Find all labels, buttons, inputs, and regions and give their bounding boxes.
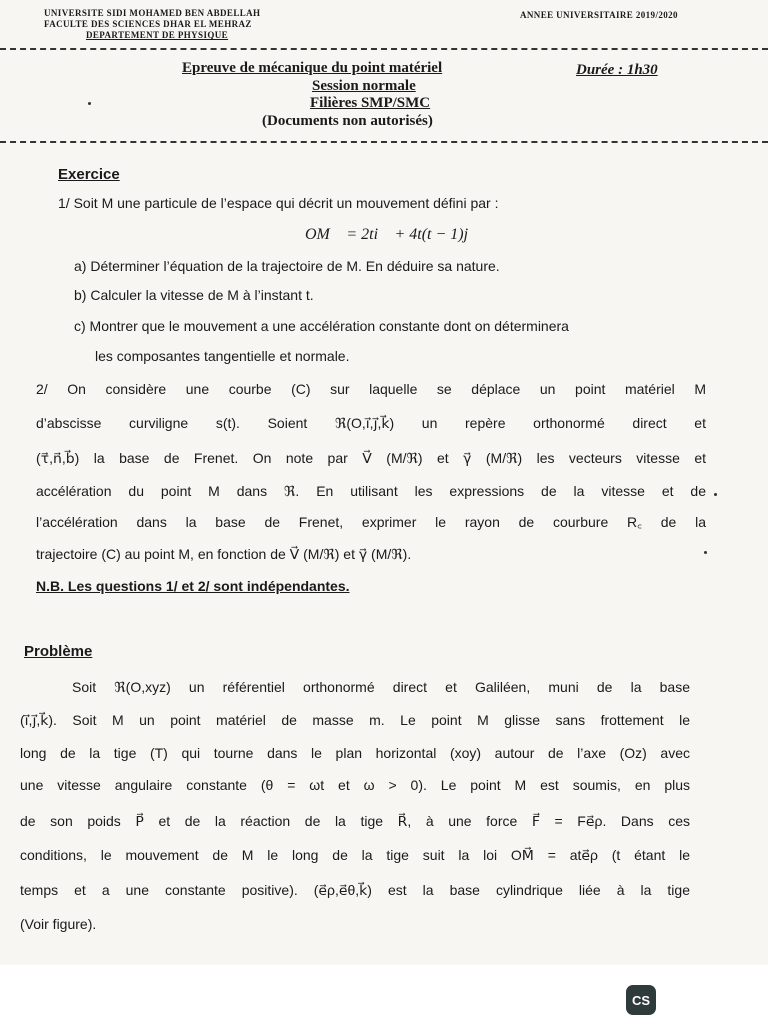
exam-session: Session normale [312,78,416,94]
camscanner-logo: CS [626,985,656,1015]
academic-year: ANNEE UNIVERSITAIRE 2019/2020 [520,10,678,20]
problem-line: une vitesse angulaire constante (θ = ωt et ω > 0). Le point M est soumis, en plus [20,777,690,793]
exercise-q2-line: trajectoire (C) au point M, en fonction de V⃗ (M/ℜ) et γ⃗ (M/ℜ). [36,546,412,562]
exercise-q1-intro: 1/ Soit M une particule de l’espace qui décrit un mouvement défini par : [58,195,499,211]
exam-duration: Durée : 1h30 [576,62,658,78]
exercise-note: N.B. Les questions 1/ et 2/ sont indépendantes. [36,578,350,594]
exercise-q1c-line1: c) Montrer que le mouvement a une accélération constante dont on déterminera [74,318,569,334]
position-equation: OM⃗ = 2ti⃗ + 4t(t − 1)j⃗ [305,226,481,243]
problem-line: temps et a une constante positive). (e⃗ρ,e⃗θ,k⃗) est la base cylindrique liée à la tige [20,882,690,898]
problem-heading: Problème [24,643,93,660]
problem-line: (i⃗,j⃗,k⃗). Soit M un point matériel de masse m. Le point M glisse sans frottement le [20,712,690,728]
faculty-name: FACULTE DES SCIENCES DHAR EL MEHRAZ [44,19,252,29]
exercise-q2-line: accélération du point M dans ℜ. En utilisant les expressions de la vitesse et de [36,483,706,499]
header-institution [44,8,260,41]
exercise-heading: Exercice [58,166,120,183]
exam-programs: Filières SMP/SMC [310,95,431,111]
speck [704,551,707,554]
exam-documents-note: (Documents non autorisés) [262,113,433,129]
exercise-q2-line: l’accélération dans la base de Frenet, exprimer le rayon de courbure R꜀ de la [36,514,706,530]
problem-line: conditions, le mouvement de M le long de la tige suit la loi OM⃗ = ate⃗ρ (t étant le [20,847,690,863]
speck [714,493,717,496]
problem-figure-reference: (Voir figure). [20,916,97,932]
university-name: UNIVERSITE SIDI MOHAMED BEN ABDELLAH [44,8,261,18]
exercise-q1c-line2: les composantes tangentielle et normale. [95,348,350,364]
header-divider-bottom [0,141,768,143]
exercise-q2-line: d’abscisse curviligne s(t). Soient ℜ(O,i⃗,j⃗,k⃗) un repère orthonormé direct et [36,415,706,431]
header-divider-top [0,48,768,50]
exercise-q2-line: (τ⃗,n⃗,b⃗) la base de Frenet. On note par V⃗ (M/ℜ) et γ⃗ (M/ℜ) les vecteurs vitesse et [36,450,706,466]
department-name: DEPARTEMENT DE PHYSIQUE [86,30,229,40]
problem-line: Soit ℜ(O,xyz) un référentiel orthonormé direct et Galiléen, muni de la base [72,679,690,695]
problem-line: long de la tige (T) qui tourne dans le plan horizontal (xoy) autour de l’axe (Oz) avec [20,745,690,761]
exercise-q1b: b) Calculer la vitesse de M à l’instant t. [74,287,314,303]
exam-title: Epreuve de mécanique du point matériel [182,60,443,76]
exercise-q2-line: 2/ On considère une courbe (C) sur laquelle se déplace un point matériel M [36,381,706,397]
problem-line: de son poids P⃗ et de la réaction de la tige R⃗, à une force F⃗ = Fe⃗ρ. Dans ces [20,813,690,829]
speck [88,102,91,105]
exercise-q1a: a) Déterminer l’équation de la trajectoire de M. En déduire sa nature. [74,258,500,274]
